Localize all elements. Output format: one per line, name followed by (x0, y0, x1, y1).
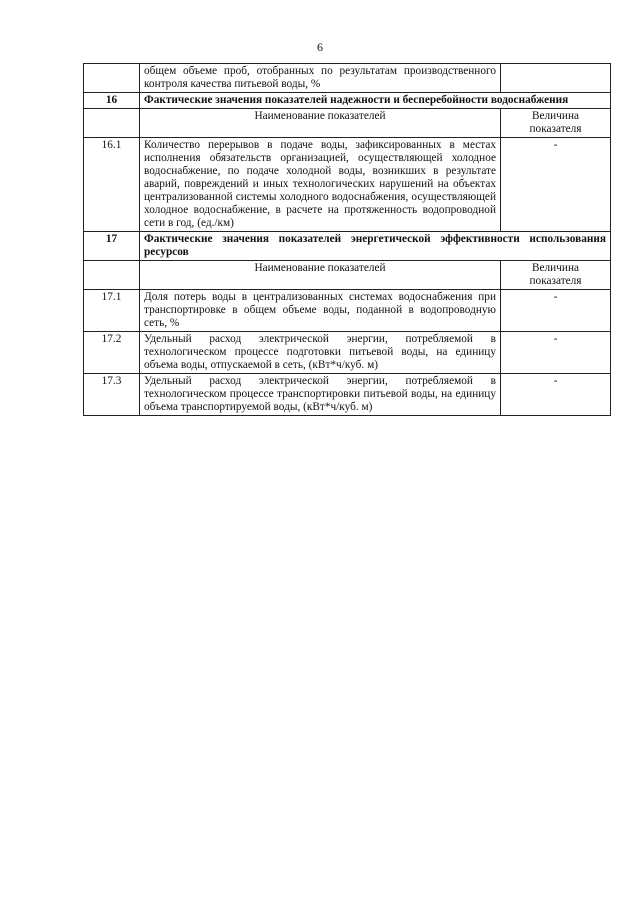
table-row (84, 332, 611, 374)
empty-cell (84, 261, 140, 290)
row-number-cell: 16.1 (84, 138, 140, 232)
indicator-value-cell (501, 64, 611, 93)
indicator-value-cell: - (501, 374, 611, 416)
row-number-cell: 17.3 (84, 374, 140, 416)
row-number-cell: 17.1 (84, 290, 140, 332)
indicator-name-cell: общем объеме проб, отобранных по результатам производственного контроля качества питьевой воды, % (140, 64, 501, 93)
header-indicator-value: Величина показателя (501, 109, 611, 138)
section-number: 16 (84, 93, 140, 109)
section-title-row (84, 93, 611, 109)
header-indicator-name: Наименование показателей (140, 261, 501, 290)
column-header-row (84, 109, 611, 138)
header-indicator-name: Наименование показателей (140, 109, 501, 138)
table-row (84, 374, 611, 416)
indicator-value-cell: - (501, 138, 611, 232)
row-number-cell (84, 64, 140, 93)
indicator-name-cell: Доля потерь воды в централизованных системах водоснабжения при транспортировке в общем объеме воды, поданной в водопроводную сеть, % (140, 290, 501, 332)
section-number: 17 (84, 232, 140, 261)
header-indicator-value: Величина показателя (501, 261, 611, 290)
section-title-row (84, 232, 611, 261)
table-row (84, 64, 611, 93)
indicator-name-cell: Удельный расход электрической энергии, потребляемой в технологическом процессе подготовки питьевой воды, на единицу объема воды, отпускаемой в сеть, (кВт*ч/куб. м) (140, 332, 501, 374)
table-row (84, 138, 611, 232)
section-title: Фактические значения показателей энергетической эффективности использования ресурсов (140, 232, 611, 261)
indicator-name-cell: Удельный расход электрической энергии, потребляемой в технологическом процессе транспортировки питьевой воды, на единицу объема транспортируемой воды, (кВт*ч/куб. м) (140, 374, 501, 416)
column-header-row (84, 261, 611, 290)
table-row (84, 290, 611, 332)
section-title: Фактические значения показателей надежности и бесперебойности водоснабжения (140, 93, 611, 109)
empty-cell (84, 109, 140, 138)
page-number: 6 (317, 40, 323, 54)
indicator-value-cell: - (501, 332, 611, 374)
indicator-name-cell: Количество перерывов в подаче воды, зафиксированных в местах исполнения обязательств организацией, осуществляющей холодное водоснабжение, по подаче холодной воды, возникших в результате аварий, повреждений и иных технологических нарушений на объектах централизованной системы холодного водоснабжения, осуществляющей холодное водоснабжение, в расчете на протяженность водопроводной сети в год, (ед./км) (140, 138, 501, 232)
indicators-table (83, 63, 611, 416)
indicator-value-cell: - (501, 290, 611, 332)
row-number-cell: 17.2 (84, 332, 140, 374)
